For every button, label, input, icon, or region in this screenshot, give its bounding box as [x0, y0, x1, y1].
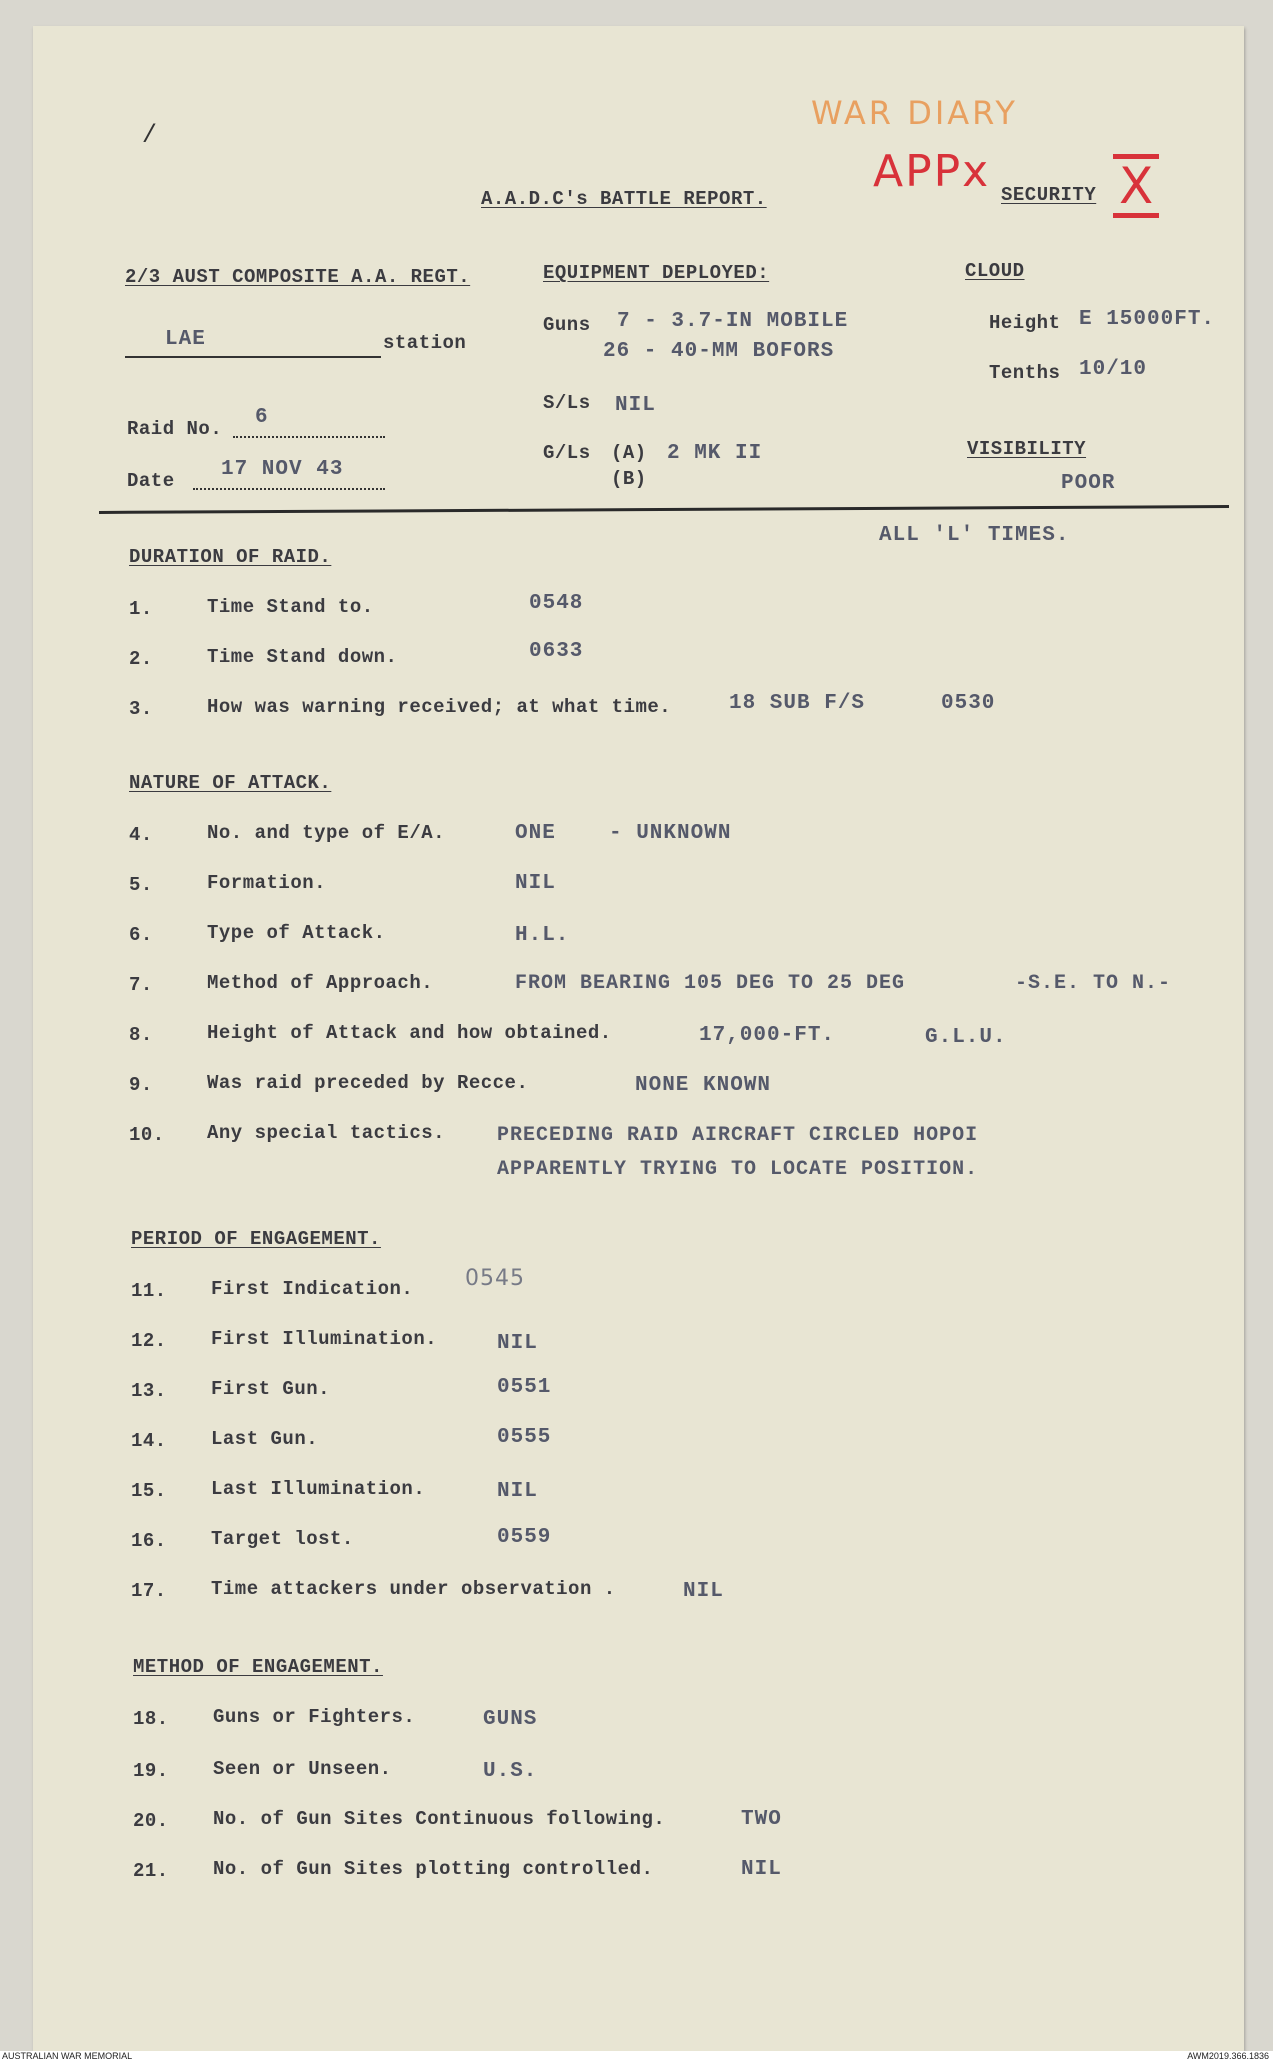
item-label: Time Stand to. — [207, 596, 374, 618]
item-value: NIL — [515, 872, 556, 895]
item-value: 0633 — [529, 640, 584, 663]
item-label: Method of Approach. — [207, 972, 434, 994]
item-label: Last Gun. — [211, 1428, 319, 1450]
visibility-value: POOR — [1061, 472, 1116, 495]
item-number: 6. — [129, 924, 153, 946]
guns-label: Guns — [543, 314, 591, 336]
item-label: No. of Gun Sites plotting controlled. — [213, 1858, 654, 1880]
section-nature: NATURE OF ATTACK. — [129, 772, 332, 794]
gun-laying-b: (B) — [611, 468, 647, 490]
gun-laying-a: (A) — [611, 442, 647, 464]
footer-accession-number: AWM2019.366.1836 — [1187, 2051, 1269, 2061]
guns-line-2: 26 - 40-MM BOFORS — [603, 340, 835, 363]
item-number: 14. — [131, 1430, 167, 1452]
footer-institution: AUSTRALIAN WAR MEMORIAL — [2, 2051, 133, 2061]
item-label: Type of Attack. — [207, 922, 386, 944]
item-value: NIL — [497, 1332, 538, 1355]
header-divider — [99, 505, 1229, 514]
item-value: 18 SUB F/S — [729, 692, 866, 715]
item-number: 9. — [129, 1074, 153, 1096]
item-label: Was raid preceded by Recce. — [207, 1072, 529, 1094]
item-value: NIL — [683, 1580, 724, 1603]
equipment-heading: EQUIPMENT DEPLOYED: — [543, 262, 770, 284]
item-value: NONE KNOWN — [635, 1074, 772, 1097]
searchlights-label: S/Ls — [543, 392, 591, 414]
item-value: FROM BEARING 105 DEG TO 25 DEG — [515, 972, 906, 995]
all-times-note: ALL 'L' TIMES. — [879, 524, 1070, 547]
item-value-secondary: -S.E. TO N.- — [1015, 972, 1172, 995]
item-number: 7. — [129, 974, 153, 996]
unit-name: 2/3 AUST COMPOSITE A.A. REGT. — [125, 266, 471, 288]
item-value: 0559 — [497, 1526, 552, 1549]
station-label: station — [383, 332, 467, 354]
item-value: U.S. — [483, 1760, 538, 1783]
searchlights-value: NIL — [615, 394, 656, 417]
item-label: No. of Gun Sites Continuous following. — [213, 1808, 666, 1830]
item-number: 3. — [129, 698, 153, 720]
visibility-heading: VISIBILITY — [967, 438, 1087, 460]
archive-footer — [0, 2051, 1273, 2061]
report-title: A.A.D.C's BATTLE REPORT. — [481, 188, 767, 210]
cloud-tenths-value: 10/10 — [1079, 358, 1148, 381]
item-value: NIL — [741, 1858, 782, 1881]
item-value: GUNS — [483, 1708, 538, 1731]
gun-laying-a-value: 2 MK II — [667, 442, 763, 465]
item-number: 2. — [129, 648, 153, 670]
item-value: 17,000-FT. — [699, 1024, 836, 1047]
item-value: ONE — [515, 822, 556, 845]
raid-label: Raid No. — [127, 418, 223, 440]
item-value: 0551 — [497, 1376, 552, 1399]
item-number: 1. — [129, 598, 153, 620]
item-value: 0545 — [465, 1266, 525, 1291]
item-value: 0548 — [529, 592, 584, 615]
appx-annotation: APPx — [873, 146, 991, 197]
item-label: Height of Attack and how obtained. — [207, 1022, 612, 1044]
item-label: First Gun. — [211, 1378, 331, 1400]
section-duration: DURATION OF RAID. — [129, 546, 332, 568]
date-value: 17 NOV 43 — [221, 458, 344, 481]
section-method: METHOD OF ENGAGEMENT. — [133, 1656, 383, 1678]
gun-laying-label: G/Ls — [543, 442, 591, 464]
item-label: Seen or Unseen. — [213, 1758, 392, 1780]
raid-number-value: 6 — [255, 406, 269, 429]
appendix-x-annotation: X — [1113, 154, 1159, 218]
item-label: How was warning received; at what time. — [207, 696, 672, 718]
stray-mark: ⁄ — [141, 120, 158, 151]
item-label: First Illumination. — [211, 1328, 438, 1350]
item-number: 17. — [131, 1580, 167, 1602]
item-number: 4. — [129, 824, 153, 846]
item-number: 19. — [133, 1760, 169, 1782]
cloud-height-value: E 15000FT. — [1079, 308, 1216, 331]
item-value: PRECEDING RAID AIRCRAFT CIRCLED HOPOI — [497, 1124, 979, 1147]
item-label: Any special tactics. — [207, 1122, 446, 1144]
item-number: 15. — [131, 1480, 167, 1502]
item-number: 13. — [131, 1380, 167, 1402]
war-diary-annotation: WAR DIARY — [811, 94, 1018, 132]
raid-number-line — [233, 406, 385, 438]
item-label: Time Stand down. — [207, 646, 398, 668]
cloud-heading: CLOUD — [965, 260, 1025, 282]
item-value-secondary: 0530 — [941, 692, 996, 715]
section-period: PERIOD OF ENGAGEMENT. — [131, 1228, 381, 1250]
item-label: Guns or Fighters. — [213, 1706, 416, 1728]
item-label: No. and type of E/A. — [207, 822, 446, 844]
cloud-height-label: Height — [989, 312, 1061, 334]
item-number: 10. — [129, 1124, 165, 1146]
item-label: Target lost. — [211, 1528, 354, 1550]
station-value: LAE — [165, 328, 206, 351]
security-label: SECURITY — [1001, 184, 1097, 206]
item-number: 21. — [133, 1860, 169, 1882]
date-label: Date — [127, 470, 175, 492]
date-line — [193, 458, 385, 490]
item-value-secondary: G.L.U. — [925, 1026, 1007, 1049]
item-value: TWO — [741, 1808, 782, 1831]
item-label: Time attackers under observation . — [211, 1578, 616, 1600]
item-label: First Indication. — [211, 1278, 414, 1300]
item-label: Formation. — [207, 872, 327, 894]
item-number: 11. — [131, 1280, 167, 1302]
item-value: 0555 — [497, 1426, 552, 1449]
item-value-secondary: APPARENTLY TRYING TO LOCATE POSITION. — [497, 1158, 979, 1181]
item-number: 20. — [133, 1810, 169, 1832]
item-number: 18. — [133, 1708, 169, 1730]
document-page — [33, 26, 1244, 2051]
item-number: 16. — [131, 1530, 167, 1552]
item-value: NIL — [497, 1480, 538, 1503]
item-number: 5. — [129, 874, 153, 896]
item-value-secondary: - UNKNOWN — [609, 822, 732, 845]
guns-line-1: 7 - 3.7-IN MOBILE — [617, 310, 849, 333]
cloud-tenths-label: Tenths — [989, 362, 1061, 384]
item-value: H.L. — [515, 924, 570, 947]
item-number: 12. — [131, 1330, 167, 1352]
item-label: Last Illumination. — [211, 1478, 426, 1500]
item-number: 8. — [129, 1024, 153, 1046]
station-line — [125, 328, 381, 358]
